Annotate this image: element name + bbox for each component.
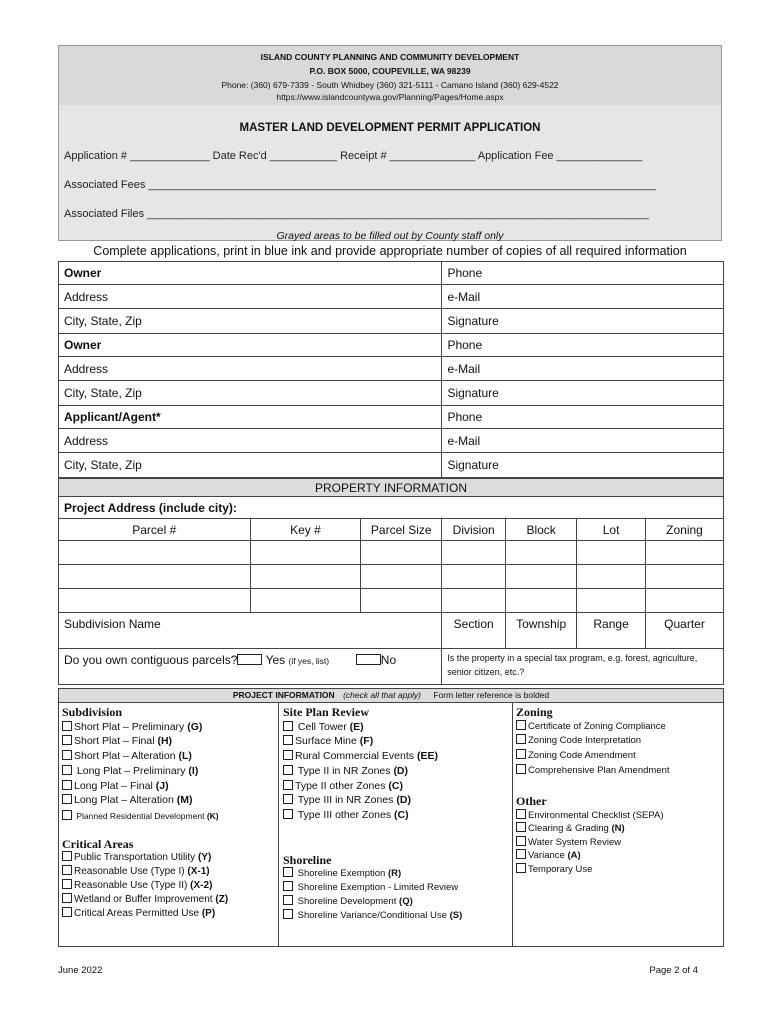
critical-item[interactable] bbox=[62, 879, 276, 893]
option-label: Shoreline Exemption bbox=[295, 868, 386, 879]
site-plan-heading: Site Plan Review bbox=[283, 705, 369, 719]
owner-2-city-field[interactable]: City, State, Zip bbox=[59, 381, 442, 406]
subdivision-name-field[interactable]: Subdivision Name bbox=[59, 613, 442, 649]
subdivision-item[interactable] bbox=[62, 734, 276, 749]
checkbox[interactable] bbox=[516, 720, 526, 730]
critical-areas-group bbox=[62, 837, 276, 921]
subdivision-item[interactable] bbox=[62, 779, 276, 794]
option-label: Long Plat – Preliminary bbox=[74, 764, 186, 777]
other-heading: Other bbox=[516, 794, 547, 808]
form-code: (G) bbox=[187, 720, 203, 733]
checkbox[interactable] bbox=[62, 794, 72, 804]
parcel-row[interactable] bbox=[59, 589, 724, 613]
no-label: No bbox=[380, 653, 397, 667]
subdivision-group bbox=[62, 705, 276, 824]
division-cell[interactable] bbox=[442, 541, 506, 565]
checkbox[interactable] bbox=[62, 765, 72, 775]
owner-1-email-field[interactable]: e-Mail bbox=[442, 285, 724, 309]
checkbox[interactable] bbox=[62, 893, 72, 903]
form-code: (H) bbox=[157, 735, 173, 748]
property-section-title: PROPERTY INFORMATION bbox=[59, 479, 724, 497]
lot-cell[interactable] bbox=[577, 565, 646, 589]
other-item[interactable] bbox=[516, 863, 721, 877]
org-address: P.O. BOX 5000, COUPEVILLE, WA 98239 bbox=[309, 66, 471, 76]
form-code: (Z) bbox=[215, 894, 229, 905]
option-label: Long Plat – Alteration bbox=[74, 794, 174, 807]
checkbox[interactable] bbox=[283, 765, 293, 775]
shoreline-item[interactable] bbox=[283, 895, 511, 909]
instructions: Complete applications, print in blue ink and provide appropriate number of copies of all required information bbox=[93, 244, 687, 258]
option-label: Type III in NR Zones bbox=[295, 794, 394, 807]
critical-item[interactable] bbox=[62, 893, 276, 907]
option-label: Comprehensive Plan Amendment bbox=[528, 764, 670, 776]
range-field[interactable]: Range bbox=[577, 613, 646, 649]
option-label: Shoreline Variance/Conditional Use bbox=[295, 910, 447, 921]
zoning-item[interactable] bbox=[516, 764, 721, 779]
form-code: (A) bbox=[567, 850, 581, 861]
project-section-note: (check all that apply) bbox=[343, 690, 422, 700]
site-plan-item[interactable] bbox=[283, 720, 511, 735]
parcel-cell[interactable] bbox=[59, 565, 251, 589]
col-zoning: Zoning bbox=[646, 519, 724, 541]
checkbox[interactable] bbox=[516, 734, 526, 744]
option-label: Shoreline Development bbox=[295, 896, 397, 907]
option-label: Certificate of Zoning Compliance bbox=[528, 720, 666, 732]
applicant-signature-field[interactable]: Signature bbox=[442, 453, 724, 478]
option-label: Planned Residential Development bbox=[76, 810, 205, 821]
form-code: (L) bbox=[178, 750, 192, 763]
form-code: (K) bbox=[206, 810, 219, 821]
project-section-bar bbox=[58, 688, 724, 703]
lot-cell[interactable] bbox=[577, 541, 646, 565]
checkbox[interactable] bbox=[62, 907, 72, 917]
parcel-cell[interactable] bbox=[59, 589, 251, 613]
footer-date: June 2022 bbox=[58, 965, 103, 976]
key-cell[interactable] bbox=[250, 589, 361, 613]
checkbox[interactable] bbox=[62, 879, 72, 889]
option-label: Short Plat – Final bbox=[74, 735, 155, 748]
org-url: https://www.islandcountywa.gov/Planning/Pages/Home.aspx bbox=[276, 92, 504, 102]
col-block: Block bbox=[506, 519, 577, 541]
checkbox[interactable] bbox=[283, 735, 293, 745]
contiguous-question: Do you own contiguous parcels? bbox=[64, 653, 238, 667]
form-code: (D) bbox=[396, 794, 411, 807]
subdivision-item[interactable] bbox=[62, 764, 276, 779]
applicant-city-field[interactable]: City, State, Zip bbox=[59, 453, 442, 478]
lot-cell[interactable] bbox=[577, 589, 646, 613]
critical-item[interactable] bbox=[62, 865, 276, 879]
shoreline-heading: Shoreline bbox=[283, 853, 332, 867]
parcel-cell[interactable] bbox=[59, 541, 251, 565]
checkbox[interactable] bbox=[516, 836, 526, 846]
applicant-phone-field[interactable]: Phone bbox=[442, 406, 724, 429]
project-address-field[interactable]: Project Address (include city): bbox=[59, 497, 724, 519]
option-label: Critical Areas Permitted Use bbox=[74, 908, 200, 919]
owner-2-phone-field[interactable]: Phone bbox=[442, 334, 724, 357]
option-label: Variance bbox=[528, 850, 565, 861]
option-label: Zoning Code Amendment bbox=[528, 750, 636, 762]
form-code: (D) bbox=[393, 764, 409, 777]
option-label: Shoreline Exemption - Limited Review bbox=[295, 882, 459, 893]
block-cell[interactable] bbox=[506, 541, 577, 565]
associated-fees-field[interactable]: Associated Fees ___________________________________________________________________________________ bbox=[64, 179, 657, 191]
parcel-size-cell[interactable] bbox=[361, 541, 442, 565]
option-label: Reasonable Use (Type II) bbox=[74, 880, 188, 891]
col-parcel-size: Parcel Size bbox=[361, 519, 442, 541]
checkbox[interactable] bbox=[62, 865, 72, 875]
option-label: Type II other Zones bbox=[295, 779, 386, 792]
form-code: (M) bbox=[176, 794, 193, 807]
option-label: Type II in NR Zones bbox=[295, 764, 391, 777]
property-table bbox=[58, 478, 724, 685]
form-code: (E) bbox=[349, 720, 364, 733]
checkbox[interactable] bbox=[516, 749, 526, 759]
site-plan-item[interactable] bbox=[283, 779, 511, 794]
critical-areas-heading: Critical Areas bbox=[62, 837, 134, 851]
option-label: Surface Mine bbox=[295, 735, 357, 748]
division-cell[interactable] bbox=[442, 589, 506, 613]
checkbox[interactable] bbox=[283, 721, 293, 731]
block-cell[interactable] bbox=[506, 565, 577, 589]
owner-1-city-field[interactable]: City, State, Zip bbox=[59, 309, 442, 334]
staff-fields-row-1[interactable]: Application # _____________ Date Rec'd ___________ Receipt # ______________ Application Fee ______________ bbox=[64, 150, 643, 162]
no-checkbox[interactable] bbox=[356, 654, 381, 665]
applicant-label: Applicant/Agent* bbox=[59, 406, 442, 429]
form-code: (X-1) bbox=[187, 866, 210, 877]
form-code: (R) bbox=[387, 868, 402, 879]
checkbox[interactable] bbox=[62, 735, 72, 745]
option-label: Public Transportation Utility bbox=[74, 852, 196, 863]
zoning-item[interactable] bbox=[516, 720, 721, 735]
other-item[interactable] bbox=[516, 809, 721, 823]
key-cell[interactable] bbox=[250, 565, 361, 589]
option-label: Clearing & Grading bbox=[528, 823, 609, 834]
zoning-item[interactable] bbox=[516, 749, 721, 764]
checkbox[interactable] bbox=[516, 764, 526, 774]
checkbox[interactable] bbox=[283, 867, 293, 877]
form-code: (N) bbox=[611, 823, 625, 834]
checkbox[interactable] bbox=[283, 780, 293, 790]
checkbox[interactable] bbox=[283, 809, 293, 819]
zoning-cell[interactable] bbox=[646, 541, 724, 565]
other-item[interactable] bbox=[516, 836, 721, 850]
other-group bbox=[516, 795, 721, 876]
owner-1-address-field[interactable]: Address bbox=[59, 285, 442, 309]
option-label: Short Plat – Preliminary bbox=[74, 720, 185, 733]
owner-1-phone-field[interactable]: Phone bbox=[442, 262, 724, 285]
yes-label: Yes bbox=[265, 653, 286, 667]
associated-files-field[interactable]: Associated Files __________________________________________________________________________________ bbox=[64, 208, 649, 220]
col-division: Division bbox=[442, 519, 506, 541]
col-lot: Lot bbox=[577, 519, 646, 541]
division-cell[interactable] bbox=[442, 565, 506, 589]
zoning-group bbox=[516, 705, 721, 779]
parcel-row[interactable] bbox=[59, 541, 724, 565]
option-label: Water System Review bbox=[528, 836, 622, 848]
checkbox[interactable] bbox=[283, 750, 293, 760]
site-plan-item[interactable] bbox=[283, 749, 511, 764]
col-key: Key # bbox=[250, 519, 361, 541]
checkbox[interactable] bbox=[283, 895, 293, 905]
form-code: (S) bbox=[449, 910, 463, 921]
option-label: Environmental Checklist (SEPA) bbox=[528, 809, 664, 821]
checkbox[interactable] bbox=[62, 810, 72, 820]
form-code: (Q) bbox=[399, 896, 413, 907]
option-label: Short Plat – Alteration bbox=[74, 750, 176, 763]
township-field[interactable]: Township bbox=[506, 613, 577, 649]
site-plan-item[interactable] bbox=[283, 734, 511, 749]
option-label: Type III other Zones bbox=[295, 808, 392, 821]
form-title: MASTER LAND DEVELOPMENT PERMIT APPLICATION bbox=[239, 122, 541, 134]
checkbox[interactable] bbox=[62, 780, 72, 790]
other-item[interactable] bbox=[516, 822, 721, 836]
option-label: Cell Tower bbox=[295, 720, 347, 733]
divider bbox=[512, 703, 513, 946]
checkbox[interactable] bbox=[516, 809, 526, 819]
option-label: Zoning Code Interpretation bbox=[528, 735, 642, 747]
other-item[interactable] bbox=[516, 849, 721, 863]
checkbox[interactable] bbox=[516, 849, 526, 859]
contiguous-parcels-row bbox=[59, 649, 442, 685]
form-code: (J) bbox=[155, 779, 169, 792]
site-plan-item[interactable] bbox=[283, 793, 511, 808]
form-code: (F) bbox=[359, 735, 374, 748]
form-code: (C) bbox=[388, 779, 403, 792]
option-label: Temporary Use bbox=[528, 863, 593, 875]
critical-item[interactable] bbox=[62, 851, 276, 865]
prd-item[interactable] bbox=[62, 809, 276, 824]
owner-2-email-field[interactable]: e-Mail bbox=[442, 357, 724, 381]
checkbox[interactable] bbox=[283, 909, 293, 919]
parcel-size-cell[interactable] bbox=[361, 565, 442, 589]
parcel-row[interactable] bbox=[59, 565, 724, 589]
critical-item[interactable] bbox=[62, 907, 276, 921]
subdivision-item[interactable] bbox=[62, 749, 276, 764]
parcel-size-cell[interactable] bbox=[361, 589, 442, 613]
option-label: Wetland or Buffer Improvement bbox=[74, 894, 213, 905]
section-field[interactable]: Section bbox=[442, 613, 506, 649]
option-label: Reasonable Use (Type I) bbox=[74, 866, 185, 877]
divider bbox=[278, 703, 279, 946]
checkbox[interactable] bbox=[62, 721, 72, 731]
special-tax-question[interactable]: Is the property in a special tax program, e.g. forest, agriculture, senior citizen, etc.? bbox=[442, 649, 724, 685]
staff-note: Grayed areas to be filled out by County staff only bbox=[276, 230, 504, 242]
checkbox[interactable] bbox=[62, 750, 72, 760]
zoning-heading: Zoning bbox=[516, 705, 553, 719]
org-phone: Phone: (360) 679-7339 - South Whidbey (360) 321-5111 - Camano Island (360) 629-4522 bbox=[221, 80, 559, 90]
site-plan-item[interactable] bbox=[283, 808, 511, 823]
shoreline-group bbox=[283, 853, 511, 923]
yes-checkbox[interactable] bbox=[237, 654, 262, 665]
zoning-item[interactable] bbox=[516, 734, 721, 749]
col-parcel: Parcel # bbox=[59, 519, 251, 541]
form-code: (C) bbox=[394, 808, 409, 821]
checkbox[interactable] bbox=[516, 822, 526, 832]
checkbox[interactable] bbox=[516, 863, 526, 873]
owner-2-label: Owner bbox=[59, 334, 442, 357]
checkbox[interactable] bbox=[283, 881, 293, 891]
applicant-email-field[interactable]: e-Mail bbox=[442, 429, 724, 453]
shoreline-item[interactable] bbox=[283, 909, 511, 923]
owner-1-label: Owner bbox=[59, 262, 442, 285]
quarter-field[interactable]: Quarter bbox=[646, 613, 724, 649]
form-code: (Y) bbox=[197, 852, 212, 863]
yes-note: (if yes, list) bbox=[288, 656, 330, 666]
subdivision-item[interactable] bbox=[62, 720, 276, 735]
shoreline-item[interactable] bbox=[283, 867, 511, 881]
footer-page-number: Page 2 of 4 bbox=[649, 965, 698, 976]
checkbox[interactable] bbox=[62, 851, 72, 861]
option-label: Long Plat – Final bbox=[74, 779, 153, 792]
form-code: (P) bbox=[201, 908, 216, 919]
project-section-title: PROJECT INFORMATION bbox=[232, 690, 335, 700]
subdivision-heading: Subdivision bbox=[62, 705, 123, 719]
form-code: (EE) bbox=[416, 750, 438, 763]
zoning-cell[interactable] bbox=[646, 589, 724, 613]
subdivision-item[interactable] bbox=[62, 793, 276, 808]
contacts-table bbox=[58, 261, 724, 478]
owner-1-signature-field[interactable]: Signature bbox=[442, 309, 724, 334]
applicant-address-field[interactable]: Address bbox=[59, 429, 442, 453]
org-name: ISLAND COUNTY PLANNING AND COMMUNITY DEVELOPMENT bbox=[260, 52, 520, 62]
zoning-cell[interactable] bbox=[646, 565, 724, 589]
form-code: (I) bbox=[188, 764, 199, 777]
shoreline-item[interactable] bbox=[283, 881, 511, 895]
site-plan-item[interactable] bbox=[283, 764, 511, 779]
block-cell[interactable] bbox=[506, 589, 577, 613]
checkbox[interactable] bbox=[283, 794, 293, 804]
bold-reference-note: Form letter reference is bolded bbox=[433, 690, 550, 700]
key-cell[interactable] bbox=[250, 541, 361, 565]
owner-2-signature-field[interactable]: Signature bbox=[442, 381, 724, 406]
option-label: Rural Commercial Events bbox=[295, 750, 415, 763]
site-plan-group bbox=[283, 705, 511, 823]
owner-2-address-field[interactable]: Address bbox=[59, 357, 442, 381]
form-code: (X-2) bbox=[190, 880, 213, 891]
